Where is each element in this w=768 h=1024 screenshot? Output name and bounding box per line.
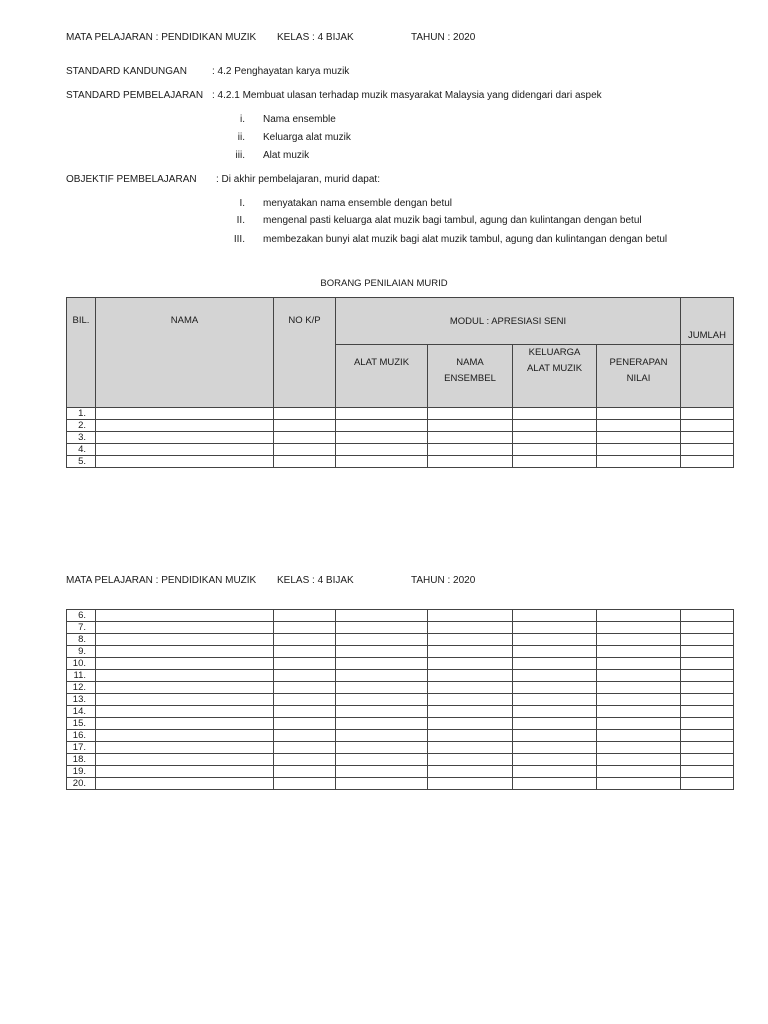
entry-cell[interactable]: [336, 432, 428, 444]
header-jumlah: JUMLAH: [681, 298, 734, 345]
entry-cell[interactable]: [513, 682, 597, 694]
entry-cell[interactable]: [681, 670, 734, 682]
entry-cell[interactable]: [96, 766, 274, 778]
entry-cell[interactable]: [428, 694, 513, 706]
entry-cell[interactable]: [681, 610, 734, 622]
row-number: 1.: [67, 408, 96, 420]
entry-cell[interactable]: [681, 694, 734, 706]
entry-cell[interactable]: [336, 408, 428, 420]
entry-cell[interactable]: [96, 634, 274, 646]
objektif-item-marker: III.: [233, 234, 245, 245]
entry-cell[interactable]: [597, 634, 681, 646]
entry-cell[interactable]: [597, 694, 681, 706]
row-number: 11.: [67, 670, 96, 682]
entry-cell[interactable]: [336, 778, 428, 790]
entry-cell[interactable]: [96, 408, 274, 420]
entry-cell[interactable]: [428, 646, 513, 658]
entry-cell[interactable]: [513, 634, 597, 646]
row-number: 12.: [67, 682, 96, 694]
entry-cell[interactable]: [513, 706, 597, 718]
entry-cell[interactable]: [96, 730, 274, 742]
table-row: [67, 646, 734, 658]
entry-cell[interactable]: [96, 658, 274, 670]
entry-cell[interactable]: [274, 646, 336, 658]
row-number: 8.: [67, 634, 96, 646]
header-nama: NAMA: [96, 298, 274, 408]
objektif-item-text: mengenal pasti keluarga alat muzik bagi tambul, agung dan kulintangan dengan betul: [263, 215, 642, 226]
subject-label: MATA PELAJARAN : PENDIDIKAN MUZIK: [66, 575, 257, 586]
entry-cell[interactable]: [428, 706, 513, 718]
table-row: [67, 670, 734, 682]
entry-cell[interactable]: [274, 610, 336, 622]
entry-cell[interactable]: [681, 456, 734, 468]
row-number: 16.: [67, 730, 96, 742]
entry-cell[interactable]: [513, 730, 597, 742]
objektif-item-text: menyatakan nama ensemble dengan betul: [263, 198, 453, 209]
table-row: [67, 444, 734, 456]
entry-cell[interactable]: [428, 766, 513, 778]
row-number: 3.: [67, 432, 96, 444]
entry-cell[interactable]: [336, 646, 428, 658]
header-penerapan-nilai: PENERAPAN NILAI: [597, 345, 681, 408]
entry-cell[interactable]: [597, 718, 681, 730]
entry-cell[interactable]: [681, 766, 734, 778]
table-row: [67, 634, 734, 646]
table-row: [67, 742, 734, 754]
entry-cell[interactable]: [428, 718, 513, 730]
entry-cell[interactable]: [513, 766, 597, 778]
row-number: 10.: [67, 658, 96, 670]
entry-cell[interactable]: [96, 646, 274, 658]
year-label: TAHUN : 2020: [411, 32, 476, 43]
table-row: [67, 420, 734, 432]
row-number: 6.: [67, 610, 96, 622]
subject-label: MATA PELAJARAN : PENDIDIKAN MUZIK: [66, 32, 257, 43]
entry-cell[interactable]: [274, 420, 336, 432]
row-number: 2.: [67, 420, 96, 432]
entry-cell[interactable]: [274, 694, 336, 706]
entry-cell[interactable]: [336, 420, 428, 432]
class-label: KELAS : 4 BIJAK: [277, 32, 354, 43]
assessment-table: [66, 297, 734, 468]
entry-cell[interactable]: [96, 456, 274, 468]
header-2: [0, 575, 768, 587]
entry-cell[interactable]: [681, 420, 734, 432]
table-row: [67, 706, 734, 718]
entry-cell[interactable]: [597, 646, 681, 658]
entry-cell[interactable]: [513, 742, 597, 754]
entry-cell[interactable]: [681, 742, 734, 754]
sp-item-marker: i.: [240, 114, 245, 125]
entry-cell[interactable]: [96, 754, 274, 766]
entry-cell[interactable]: [274, 754, 336, 766]
sp-item-text: Keluarga alat muzik: [263, 132, 351, 143]
header-alat-muzik: ALAT MUZIK: [336, 345, 428, 408]
entry-cell[interactable]: [428, 634, 513, 646]
objektif-value: : Di akhir pembelajaran, murid dapat:: [216, 174, 380, 185]
entry-cell[interactable]: [428, 444, 513, 456]
row-number: 20.: [67, 778, 96, 790]
entry-cell[interactable]: [428, 432, 513, 444]
entry-cell[interactable]: [513, 610, 597, 622]
assessment-table-continued: [66, 609, 734, 790]
entry-cell[interactable]: [274, 622, 336, 634]
entry-cell[interactable]: [681, 408, 734, 420]
entry-cell[interactable]: [681, 432, 734, 444]
entry-cell[interactable]: [428, 420, 513, 432]
entry-cell[interactable]: [96, 622, 274, 634]
entry-cell[interactable]: [428, 754, 513, 766]
entry-cell[interactable]: [96, 778, 274, 790]
objektif-item-marker: I.: [239, 198, 245, 209]
entry-cell[interactable]: [597, 754, 681, 766]
entry-cell[interactable]: [681, 634, 734, 646]
standard-pembelajaran-value: : 4.2.1 Membuat ulasan terhadap muzik masyarakat Malaysia yang didengari dari aspek: [212, 90, 602, 101]
entry-cell[interactable]: [428, 610, 513, 622]
entry-cell[interactable]: [428, 682, 513, 694]
entry-cell[interactable]: [681, 730, 734, 742]
entry-cell[interactable]: [428, 730, 513, 742]
entry-cell[interactable]: [274, 706, 336, 718]
form-title: BORANG PENILAIAN MURID: [320, 278, 448, 289]
entry-cell[interactable]: [274, 444, 336, 456]
row-number: 19.: [67, 766, 96, 778]
entry-cell[interactable]: [513, 420, 597, 432]
entry-cell[interactable]: [428, 778, 513, 790]
entry-cell[interactable]: [428, 670, 513, 682]
entry-cell[interactable]: [513, 408, 597, 420]
entry-cell[interactable]: [513, 658, 597, 670]
entry-cell[interactable]: [274, 432, 336, 444]
entry-cell[interactable]: [96, 694, 274, 706]
entry-cell[interactable]: [428, 456, 513, 468]
entry-cell[interactable]: [336, 718, 428, 730]
entry-cell[interactable]: [513, 694, 597, 706]
entry-cell[interactable]: [274, 682, 336, 694]
entry-cell[interactable]: [96, 610, 274, 622]
table-row: [67, 408, 734, 420]
entry-cell[interactable]: [336, 754, 428, 766]
entry-cell[interactable]: [336, 670, 428, 682]
entry-cell[interactable]: [597, 658, 681, 670]
entry-cell[interactable]: [597, 766, 681, 778]
entry-cell[interactable]: [336, 456, 428, 468]
header: [0, 32, 768, 44]
sp-item-marker: iii.: [235, 150, 245, 161]
entry-cell[interactable]: [336, 444, 428, 456]
entry-cell[interactable]: [96, 420, 274, 432]
entry-cell[interactable]: [96, 742, 274, 754]
header-modul: MODUL : APRESIASI SENI: [336, 298, 681, 345]
entry-cell[interactable]: [336, 682, 428, 694]
entry-cell[interactable]: [336, 634, 428, 646]
entry-cell[interactable]: [681, 706, 734, 718]
table-row: [67, 778, 734, 790]
entry-cell[interactable]: [96, 444, 274, 456]
entry-cell[interactable]: [513, 646, 597, 658]
table-row: [67, 694, 734, 706]
row-number: 4.: [67, 444, 96, 456]
entry-cell[interactable]: [274, 730, 336, 742]
standard-kandungan-label: STANDARD KANDUNGAN: [66, 66, 187, 77]
entry-cell[interactable]: [336, 610, 428, 622]
row-number: 5.: [67, 456, 96, 468]
entry-cell[interactable]: [428, 658, 513, 670]
entry-cell[interactable]: [681, 778, 734, 790]
row-number: 15.: [67, 718, 96, 730]
entry-cell[interactable]: [513, 778, 597, 790]
header-keluarga-alat-muzik: KELUARGA ALAT MUZIK: [513, 345, 597, 408]
entry-cell[interactable]: [428, 408, 513, 420]
table-row: [67, 730, 734, 742]
entry-cell[interactable]: [597, 670, 681, 682]
table-row: [67, 432, 734, 444]
entry-cell[interactable]: [274, 658, 336, 670]
sp-item-marker: ii.: [237, 132, 245, 143]
entry-cell[interactable]: [274, 718, 336, 730]
entry-cell[interactable]: [597, 622, 681, 634]
entry-cell[interactable]: [513, 432, 597, 444]
sp-item-text: Nama ensemble: [263, 114, 336, 125]
entry-cell[interactable]: [597, 610, 681, 622]
entry-cell[interactable]: [336, 766, 428, 778]
standard-kandungan-value: : 4.2 Penghayatan karya muzik: [212, 66, 350, 77]
entry-cell[interactable]: [336, 742, 428, 754]
entry-cell[interactable]: [597, 706, 681, 718]
header-nokp: NO K/P: [274, 298, 336, 408]
row-number: 18.: [67, 754, 96, 766]
row-number: 13.: [67, 694, 96, 706]
table-row: [67, 622, 734, 634]
entry-cell[interactable]: [428, 622, 513, 634]
table-row: [67, 718, 734, 730]
table-row: [67, 754, 734, 766]
entry-cell[interactable]: [274, 670, 336, 682]
table-row: [67, 658, 734, 670]
entry-cell[interactable]: [274, 634, 336, 646]
entry-cell[interactable]: [513, 622, 597, 634]
objektif-item-marker: II.: [236, 215, 245, 226]
entry-cell[interactable]: [513, 670, 597, 682]
row-number: 9.: [67, 646, 96, 658]
entry-cell[interactable]: [597, 420, 681, 432]
entry-cell[interactable]: [274, 742, 336, 754]
entry-cell[interactable]: [336, 622, 428, 634]
entry-cell[interactable]: [597, 444, 681, 456]
entry-cell[interactable]: [681, 718, 734, 730]
entry-cell[interactable]: [96, 670, 274, 682]
row-number: 14.: [67, 706, 96, 718]
entry-cell[interactable]: [336, 730, 428, 742]
entry-cell[interactable]: [274, 766, 336, 778]
sp-item-text: Alat muzik: [263, 150, 310, 161]
entry-cell[interactable]: [274, 778, 336, 790]
entry-cell[interactable]: [274, 408, 336, 420]
table-row: [67, 610, 734, 622]
entry-cell[interactable]: [681, 754, 734, 766]
entry-cell[interactable]: [513, 718, 597, 730]
entry-cell[interactable]: [597, 730, 681, 742]
entry-cell[interactable]: [597, 682, 681, 694]
class-label: KELAS : 4 BIJAK: [277, 575, 354, 586]
entry-cell[interactable]: [597, 742, 681, 754]
entry-cell[interactable]: [96, 718, 274, 730]
entry-cell[interactable]: [597, 778, 681, 790]
entry-cell[interactable]: [681, 622, 734, 634]
entry-cell[interactable]: [336, 706, 428, 718]
row-number: 17.: [67, 742, 96, 754]
entry-cell[interactable]: [681, 658, 734, 670]
entry-cell[interactable]: [336, 658, 428, 670]
entry-cell[interactable]: [96, 432, 274, 444]
year-label: TAHUN : 2020: [411, 575, 476, 586]
entry-cell[interactable]: [96, 706, 274, 718]
entry-cell[interactable]: [597, 456, 681, 468]
entry-cell[interactable]: [428, 742, 513, 754]
entry-cell[interactable]: [597, 432, 681, 444]
entry-cell[interactable]: [336, 694, 428, 706]
entry-cell[interactable]: [597, 408, 681, 420]
entry-cell[interactable]: [274, 456, 336, 468]
entry-cell[interactable]: [681, 646, 734, 658]
header-bil: BIL.: [67, 298, 96, 408]
header-nama-ensembel: NAMA ENSEMBEL: [428, 345, 513, 408]
objektif-label: OBJEKTIF PEMBELAJARAN: [66, 174, 197, 185]
table-row: [67, 766, 734, 778]
entry-cell[interactable]: [681, 444, 734, 456]
header-jumlah-cell: [681, 345, 734, 408]
entry-cell[interactable]: [681, 682, 734, 694]
row-number: 7.: [67, 622, 96, 634]
table-row: [67, 456, 734, 468]
entry-cell[interactable]: [513, 444, 597, 456]
table-row: [67, 682, 734, 694]
entry-cell[interactable]: [513, 456, 597, 468]
standard-pembelajaran-label: STANDARD PEMBELAJARAN: [66, 90, 204, 101]
objektif-item-text: membezakan bunyi alat muzik bagi alat muzik tambul, agung dan kulintangan dengan betul: [263, 234, 668, 245]
entry-cell[interactable]: [513, 754, 597, 766]
entry-cell[interactable]: [96, 682, 274, 694]
